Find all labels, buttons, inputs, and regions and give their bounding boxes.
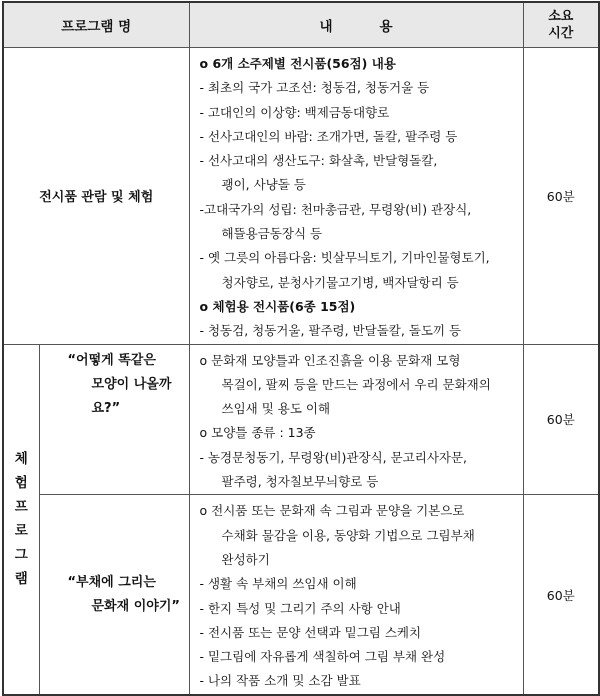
- header-program: 프로그램 명: [3, 2, 189, 48]
- program-content: [189, 344, 523, 495]
- content-line: - 전시품 또는 문양 선택과 밑그림 스케치: [199, 624, 422, 640]
- side-label-char: 로: [14, 523, 28, 540]
- content-line: - 나의 작품 소개 및 소감 발표: [199, 673, 361, 689]
- content-line: 팔주령, 청자칠보무늬향로 등: [221, 474, 379, 490]
- content-line: - 밑그림에 자유롭게 색칠하여 그림 부채 완성: [199, 649, 446, 665]
- content-line: - 생활 속 부채의 쓰임새 이해: [199, 576, 357, 592]
- header-duration-line1: 소요: [548, 9, 574, 24]
- content-line: - 고대인의 이상향: 백제금동대향로: [199, 104, 390, 120]
- content-line: o 체험용 전시품(6종 15점): [199, 298, 356, 314]
- program-name: [39, 495, 189, 695]
- content-line: - 농경문청동기, 무령왕(비)관장식, 문고리사자문,: [199, 449, 468, 465]
- program-table: [2, 1, 600, 696]
- side-label-char: 램: [14, 571, 28, 588]
- table-row: [3, 495, 599, 695]
- header-duration: [523, 2, 599, 48]
- table-row: [3, 344, 599, 495]
- program-name: 전시품 관람 및 체험: [3, 48, 189, 345]
- header-row: [3, 2, 599, 48]
- content-line: - 한지 특성 및 그리기 주의 사항 안내: [199, 600, 401, 616]
- content-line: o 전시품 또는 문화재 속 그림과 문양을 기본으로: [199, 503, 465, 519]
- duration: 60분: [523, 495, 599, 695]
- content-line: 완성하기: [221, 551, 270, 567]
- content-line: 해뜰용금동장식 등: [221, 226, 323, 242]
- side-label-char: 험: [14, 475, 28, 492]
- header-content: 내 용: [189, 2, 523, 48]
- content-line: 괭이, 사냥돌 등: [221, 177, 306, 193]
- program-content: [189, 495, 523, 695]
- program-content: [189, 48, 523, 345]
- content-line: o 모양틀 종류 : 13종: [199, 425, 316, 441]
- program-name: [39, 344, 189, 495]
- side-label: [3, 344, 39, 695]
- content-line: - 옛 그릇의 아름다움: 빗살무늬토기, 기마인물형토기,: [199, 250, 490, 266]
- content-line: - 선사고대의 생산도구: 화살촉, 반달형돌칼,: [199, 153, 438, 169]
- side-label-char: 프: [14, 499, 28, 516]
- content-line: o 6개 소주제별 전시품(56점) 내용: [199, 56, 396, 71]
- content-line: 청자향로, 분청사기물고기병, 백자달항리 등: [221, 274, 459, 290]
- program-name-line1: “어떻게 똑같은: [67, 352, 156, 368]
- duration: 60분: [523, 344, 599, 495]
- content-line: 목걸이, 팔찌 등을 만드는 과정에서 우리 문화재의: [221, 376, 491, 392]
- duration: 60분: [523, 48, 599, 345]
- program-name-line2: 모양이 나올까요?”: [91, 376, 172, 416]
- table-row: [3, 48, 599, 345]
- side-label-char: 체: [14, 451, 28, 468]
- program-name-line2: 문화재 이야기”: [91, 598, 180, 614]
- content-line: -고대국가의 성립: 천마총금관, 무령왕(비) 관장식,: [199, 201, 472, 217]
- side-label-char: 그: [14, 547, 28, 564]
- content-line: o 문화재 모양틀과 인조진흙을 이용 문화재 모형: [199, 352, 461, 368]
- content-line: 쓰임새 및 용도 이해: [221, 401, 331, 417]
- content-line: - 선사고대인의 바람: 조개가면, 돌칼, 팔주령 등: [199, 128, 458, 144]
- content-line: - 최초의 국가 고조선: 청동검, 청동거울 등: [199, 80, 430, 96]
- content-line: 수채화 물감을 이용, 동양화 기법으로 그림부채: [221, 527, 475, 543]
- content-line: - 청동검, 청동거울, 팔주령, 반달돌칼, 돌도끼 등: [199, 323, 462, 339]
- program-name-line1: “부채에 그리는: [67, 574, 156, 590]
- header-duration-line2: 시간: [548, 26, 574, 41]
